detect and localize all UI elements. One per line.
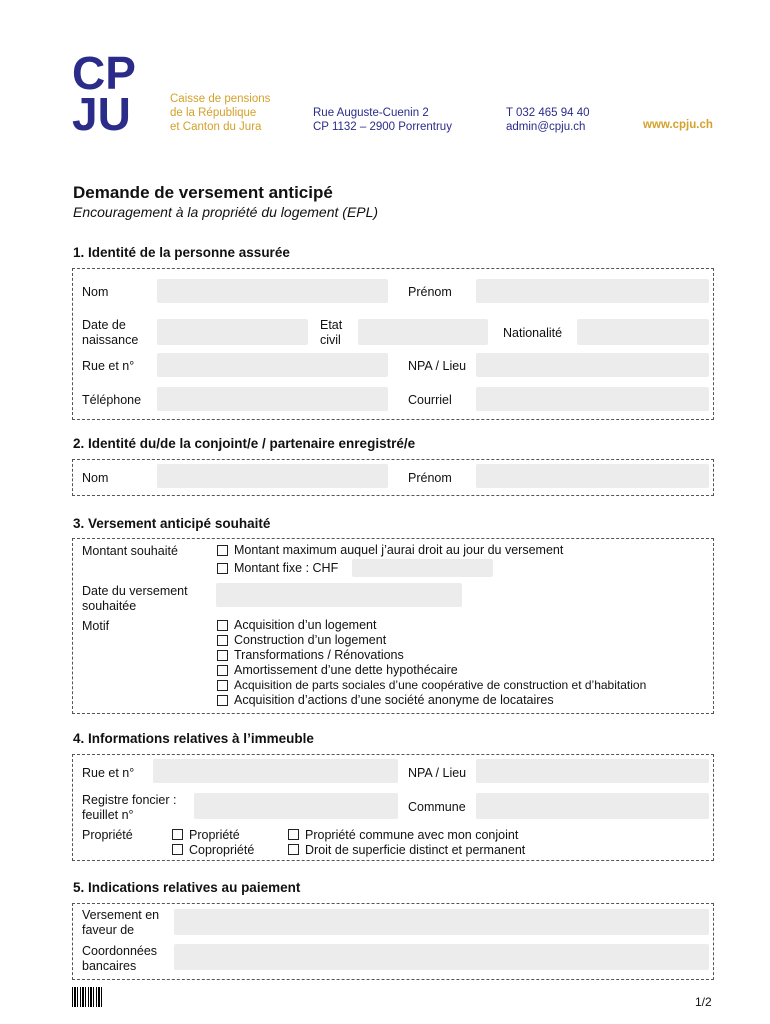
conjoint-nom-field[interactable] [157,464,388,488]
prenom-label: Prénom [408,285,452,299]
date-versement-field[interactable] [216,583,462,607]
etat-civil-field[interactable] [358,319,488,345]
nom-field[interactable] [157,279,388,303]
postal-address: Rue Auguste-Cuenin 2 CP 1132 – 2900 Porrentruy [313,107,452,133]
motif-checkbox[interactable] [217,665,228,676]
versement-label: Versement en faveur de [82,908,160,937]
superficie-option: Droit de superficie distinct et permanent [305,843,526,857]
conjoint-prenom-field[interactable] [476,464,709,488]
versement-field[interactable] [174,909,709,935]
montant-max-checkbox[interactable] [217,545,228,556]
montant-fixe-field[interactable] [352,559,493,577]
rue-label: Rue et n° [82,359,135,373]
immeuble-npa-label: NPA / Lieu [408,766,467,780]
section1-title: 1. Identité de la personne assurée [73,245,290,260]
page-subtitle: Encouragement à la propriété du logement (EPL) [73,204,379,220]
npa-lieu-label: NPA / Lieu [408,359,467,373]
contact-info: T 032 465 94 40 admin@cpju.ch [506,107,590,133]
registre-label: Registre foncier : feuillet n° [82,793,177,822]
nationalite-label: Nationalité [503,326,563,340]
nationalite-field[interactable] [577,319,709,345]
propriete-label: Propriété [82,828,133,842]
date-naissance-label: Date de naissance [82,318,139,347]
motif-option: Acquisition d’un logement [234,618,377,632]
motif-option: Amortissement d’une dette hypothécaire [234,663,458,677]
motif-checkbox[interactable] [217,620,228,631]
montant-max-label: Montant maximum auquel j’aurai droit au jour du versement [234,543,564,557]
logo-cp: CP [72,52,136,99]
motif-checkbox[interactable] [217,650,228,661]
motif-option: Acquisition d’actions d’une société anonyme de locataires [234,693,554,707]
motif-label: Motif [82,619,110,633]
copropriete-checkbox[interactable] [172,844,183,855]
conjoint-prenom-label: Prénom [408,471,452,485]
telephone-field[interactable] [157,387,388,411]
montant-label: Montant souhaité [82,544,178,558]
immeuble-npa-field[interactable] [476,759,709,783]
immeuble-rue-field[interactable] [153,759,398,783]
nom-label: Nom [82,285,109,299]
page-title: Demande de versement anticipé [73,183,333,202]
propriete-commune-option: Propriété commune avec mon conjoint [305,828,519,842]
montant-fixe-label: Montant fixe : CHF [234,561,339,575]
page-number: 1/2 [695,995,712,1009]
website-link[interactable]: www.cpju.ch [643,119,713,131]
section2-title: 2. Identité du/de la conjoint/e / partenaire enregistré/e [73,436,416,451]
motif-checkbox[interactable] [217,635,228,646]
courriel-label: Courriel [408,393,452,407]
section4-title: 4. Informations relatives à l’immeuble [73,731,314,746]
prenom-field[interactable] [476,279,709,303]
org-name: Caisse de pensions de la République et Canton du Jura [170,93,271,133]
logo-ju: JU [72,88,131,132]
motif-option: Acquisition de parts sociales d’une coopérative de construction et d’habitation [234,678,647,692]
motif-checkbox[interactable] [217,680,228,691]
coordonnees-label: Coordonnées bancaires [82,944,158,973]
propriete-checkbox[interactable] [172,829,183,840]
etat-civil-label: Etat civil [320,318,343,347]
date-versement-label: Date du versement souhaitée [82,584,188,613]
date-naissance-field[interactable] [157,319,308,345]
conjoint-nom-label: Nom [82,471,109,485]
email-link[interactable]: admin@cpju.ch [506,121,586,133]
barcode [72,987,102,1007]
coordonnees-field[interactable] [174,944,709,970]
immeuble-rue-label: Rue et n° [82,766,135,780]
courriel-field[interactable] [476,387,709,411]
montant-fixe-checkbox[interactable] [217,563,228,574]
section3-title: 3. Versement anticipé souhaité [73,516,271,531]
npa-lieu-field[interactable] [476,353,709,377]
section5-title: 5. Indications relatives au paiement [73,880,301,895]
motif-checkbox[interactable] [217,695,228,706]
registre-field[interactable] [194,793,398,819]
telephone-label: Téléphone [82,393,142,407]
commune-label: Commune [408,800,466,814]
propriete-option: Propriété [189,828,240,842]
motif-option: Construction d’un logement [234,633,387,647]
rue-field[interactable] [157,353,388,377]
cpju-logo [72,52,160,132]
motif-option: Transformations / Rénovations [234,648,404,662]
copropriete-option: Copropriété [189,843,255,857]
superficie-checkbox[interactable] [288,844,299,855]
propriete-commune-checkbox[interactable] [288,829,299,840]
commune-field[interactable] [476,793,709,819]
